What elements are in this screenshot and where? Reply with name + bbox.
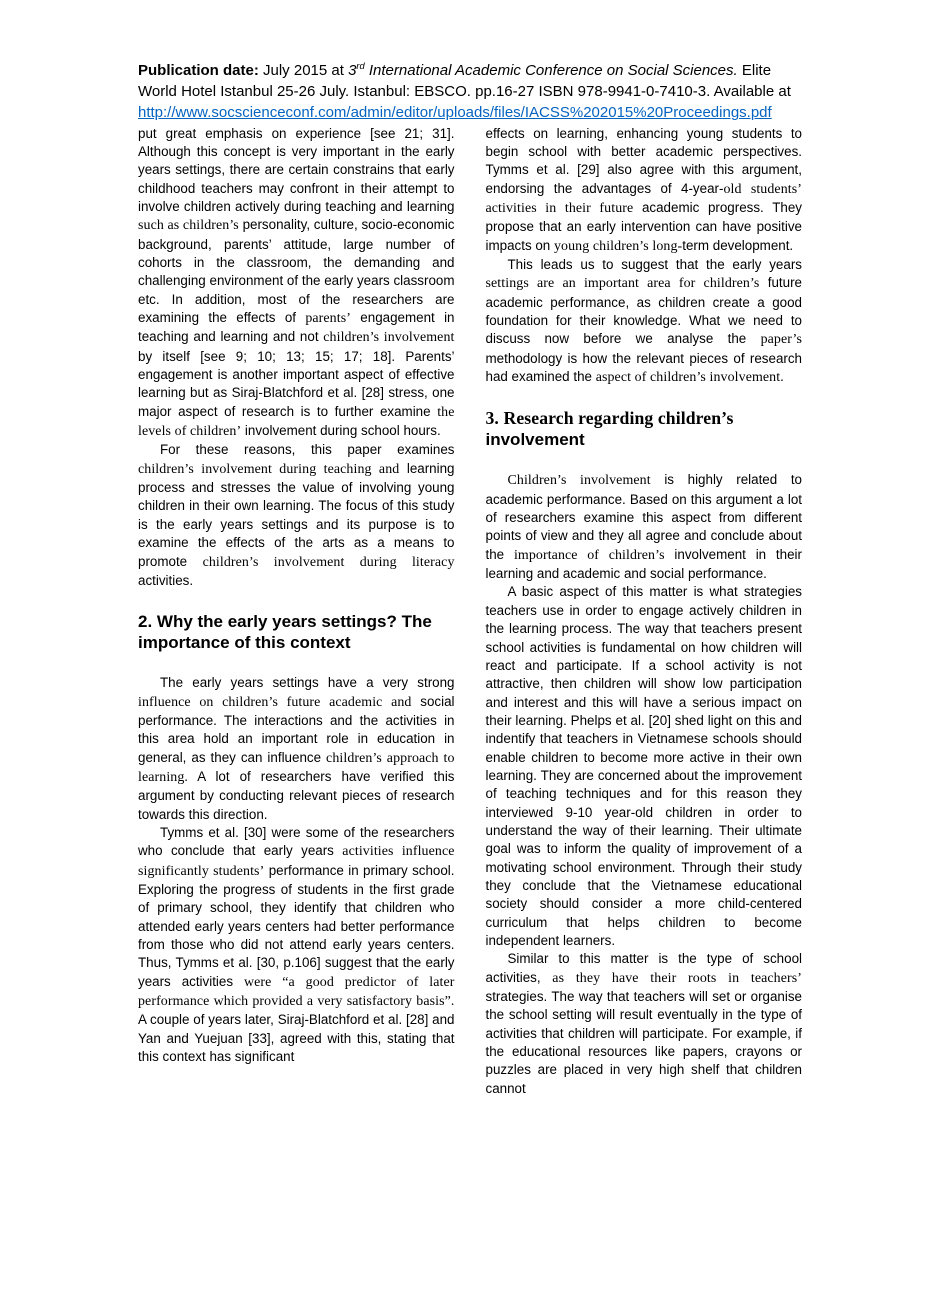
text-run: is highly related to academic performance. Based on this argument a lot of researchers examine this aspect from different points of view and they all agree and conclude about the [485,472,803,562]
paragraph-left-2 [138,441,455,590]
paragraph-left-3 [138,674,455,824]
text-run: the levels of children’ [138,404,455,440]
text-run: put great emphasis on experience [see 21; 31]. Although this concept is very important in the early years settings, there are certain constrains that early childhood teachers may confront in their attempt to involve children actively during teaching and learning [138,125,455,214]
text-run: children’s involvement during literacy [202,554,455,570]
text-run: as they have their roots in teachers’ [540,970,802,986]
page-content [138,56,802,1098]
text-run: strategies. The way that teachers will set or organise the school setting will result eventually in the type of activities that children will participate. For example, if the educational resources like papers, crayons or puzzles are placed in very high shelf that children cannot [485,989,802,1096]
paragraph-right-5 [486,950,803,1098]
text-run: effects on learning, enhancing young students to begin school with better academic perspectives. Tymms et al. [29] also agree with this argument, endorsing the advantages of 4-year- [485,125,802,196]
two-column-body [138,125,802,1099]
text-run: learning process and stresses the value of involving young children in their own learning. The focus of this study is the early years settings and its purpose is to examine the effects of the arts as a means to promote [138,460,455,569]
text-run: A lot of researchers have verified this argument by conducting relevant pieces of research towards this direction. [138,768,455,822]
text-run: influence on children’s future academic and [138,694,412,710]
text-run: involvement [485,430,585,450]
text-run: involvement in their learning and academic and social performance. [485,546,802,582]
text-run: were “a good predictor of later performance which provided a very satisfactory basis”. [138,974,455,1010]
paragraph-left-1 [138,125,455,442]
text-run: by itself [see 9; 10; 13; 15; 17; 18]. Parents’ engagement is another important aspect of effective learning but as Siraj-Blatchford et al. [28] stress, one major aspect of research is to further examine [138,348,455,419]
text-run: International Academic Conference on Social Sciences. [364,62,738,79]
right-column [486,125,803,1099]
text-run: This leads us to suggest that the early years [507,257,802,273]
section-heading-2 [138,611,455,653]
text-run: children’s approach to learning. [138,750,455,785]
text-run: For these reasons, this paper examines [160,442,455,458]
text-run: 3. Research regarding children’s [485,408,734,429]
text-run: A basic aspect of this matter is what strategies teachers use in order to engage actively children in the learning process. The way that teachers present school activities is fundamental on how children will react and participate. If a school activity is not attractive, then children will show low participation and interest and this will have a serious impact on their learning. Phelps et al. [20] shed light on this and indentify that teachers in Vietnamese schools should enable children to become more active in their own learning. They are concerned about the improvement of teaching techniques and for this reason they interviewed 9-10 year-old children in order to understand the way of their learning. Their ultimate goal was to inform the quality of improvement of a motivating school environment. Through their study they conclude that the Vietnamese educational society should consider a more child-centered curriculum that helps children to become independent learners. [485,584,802,949]
text-run: aspect of children’s involvement. [595,370,784,386]
text-run: 3 [348,62,357,79]
paragraph-left-4 [138,824,455,1066]
text-run: Tymms et al. [30] were some of the researchers who conclude that early years [138,824,455,859]
paragraph-right-2 [486,256,803,387]
left-column [138,125,455,1099]
text-run: A couple of years later, Siraj-Blatchford et al. [28] and Yan and Yuejuan [33], agreed with this, stating that this context has significant [138,1012,455,1065]
section-heading-3 [486,408,803,450]
text-run: activities. [138,572,194,588]
text-run: academic progress. They propose that an early intervention can have positive impacts on [485,199,802,253]
text-run: engagement in teaching and learning and not [138,310,455,345]
text-run: term development. [682,237,794,253]
text-run: young children’s long- [553,238,683,254]
text-run: children’s involvement [323,330,455,346]
text-run: methodology is how the relevant pieces of research had examined the [485,350,802,385]
text-run: such as children’s [138,218,239,234]
proceedings-link[interactable]: http://www.socscienceconf.com/admin/editor/uploads/files/IACSS%202015%20Proceedings.pdf [138,104,772,122]
text-run: involvement during school hours. [241,423,441,439]
text-run: future academic performance, as children create a good foundation for their knowledge. What we need to discuss now before we analyse the [485,275,802,347]
text-run: Children’s involvement [507,473,651,489]
text-run: The early years settings have a very strong [160,675,455,691]
text-run: Elite World Hotel Istanbul 25-26 July. Istanbul: EBSCO. pp.16-27 ISBN 978-9941-0-7410-3. Available at [138,62,791,101]
text-run: activities influence significantly students’ [138,844,455,879]
paragraph-right-1 [486,125,803,256]
text-run: parents’ [305,311,351,327]
text-run: Publication date: [138,62,259,79]
text-run: importance of children’s [513,547,665,563]
text-run: July 2015 at [258,62,349,79]
text-run: performance in primary school. Exploring the progress of students in the first grade of primary school, they identify that children who attended early years centers had better performance from those who did not attend early years centers. Thus, Tymms et al. [30, p.106] suggest that the early years activities [138,862,455,989]
text-run: settings are an important area for children’s [485,276,760,292]
text-run: personality, culture, socio-economic background, parents’ attitude, large number of cohorts in the classroom, the demanding and challenging environment of the early years classroom etc. In addition, most of the researchers are examining the effects of [138,217,455,326]
text-run: 2. Why the early years settings? The importance of this context [138,612,432,653]
text-run: rd [356,61,365,71]
text-run: children’s involvement during teaching and [138,461,400,477]
publication-header [138,56,802,124]
text-run: Similar to this matter is the type of school activities, [485,951,802,985]
text-run: social performance. The interactions and the activities in this area hold an important role in education in general, as they can influence [138,693,455,765]
paragraph-right-4 [486,583,803,950]
paragraph-right-3 [486,471,803,583]
text-run: paper’s [760,332,802,348]
text-run: old students’ activities in their future [485,181,802,216]
